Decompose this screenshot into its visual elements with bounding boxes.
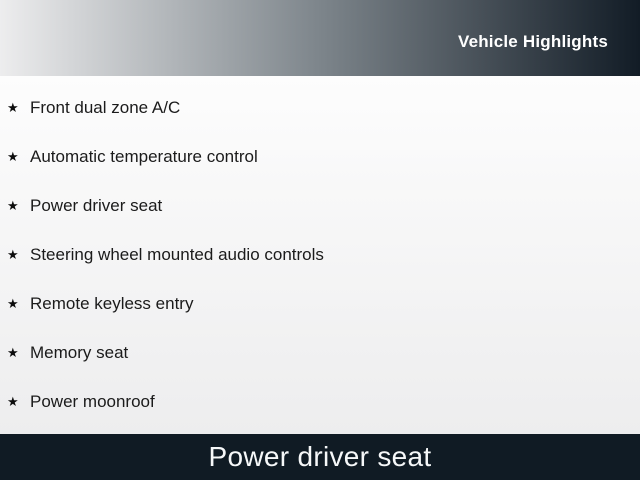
highlighted-feature-label: Power driver seat (208, 441, 432, 472)
list-item (0, 230, 640, 279)
star-icon: ★ (7, 345, 19, 360)
feature-label: Steering wheel mounted audio controls (30, 244, 324, 264)
feature-label: Front dual zone A/C (30, 97, 181, 117)
feature-label: Memory seat (30, 342, 129, 362)
header-bar (0, 0, 640, 76)
list-item (0, 328, 640, 377)
feature-label: Automatic temperature control (30, 146, 258, 166)
feature-label: Remote keyless entry (30, 293, 194, 313)
star-icon: ★ (7, 198, 19, 213)
list-item (0, 83, 640, 132)
list-item (0, 377, 640, 426)
star-icon: ★ (7, 100, 19, 115)
list-item (0, 181, 640, 230)
star-icon: ★ (7, 149, 19, 164)
star-icon: ★ (7, 394, 19, 409)
feature-list (0, 76, 640, 434)
star-icon: ★ (7, 247, 19, 262)
feature-label: Power driver seat (30, 195, 163, 215)
list-item (0, 132, 640, 181)
footer-banner (0, 434, 640, 480)
list-item (0, 279, 640, 328)
star-icon: ★ (7, 296, 19, 311)
feature-label: Power moonroof (30, 391, 155, 411)
page-title: Vehicle Highlights (457, 32, 608, 51)
